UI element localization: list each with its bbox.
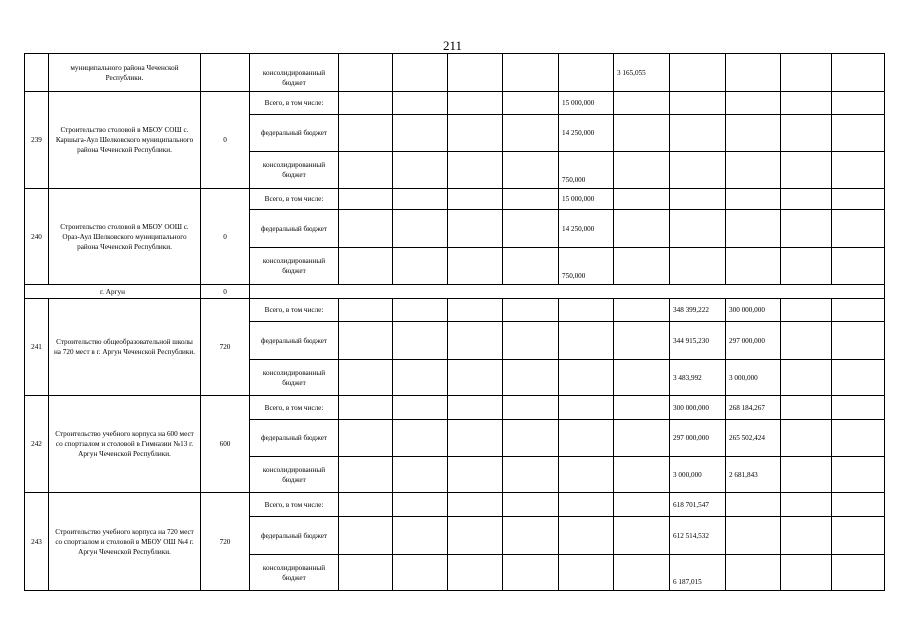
table-row — [25, 189, 885, 210]
amount: 14 250,000 — [559, 210, 614, 248]
amount: 14 250,000 — [559, 115, 614, 152]
capacity: 720 — [201, 299, 250, 396]
amount: 300 000,000 — [670, 396, 726, 420]
amount: 750,000 — [559, 248, 614, 285]
amount: 3 000,000 — [726, 360, 781, 396]
amount — [726, 517, 781, 555]
budget-type: федеральный бюджет — [250, 322, 339, 360]
amount: 300 000,000 — [726, 299, 781, 322]
budget-type: федеральный бюджет — [250, 210, 339, 248]
budget-type: консолидированный бюджет — [250, 457, 339, 493]
amount: 750,000 — [559, 152, 614, 189]
budget-type: федеральный бюджет — [250, 115, 339, 152]
object-name: муниципального района Чеченской Республики. — [49, 54, 201, 92]
budget-type: консолидированный бюджет — [250, 248, 339, 285]
row-number: 241 — [25, 299, 49, 396]
amount: 297 000,000 — [670, 420, 726, 457]
row-number: 240 — [25, 189, 49, 285]
capacity: 720 — [201, 493, 250, 591]
amount: 3 165,055 — [614, 54, 670, 92]
row-number: 242 — [25, 396, 49, 493]
capacity: 0 — [201, 285, 250, 299]
budget-table — [24, 53, 885, 591]
budget-type: Всего, в том числе: — [250, 92, 339, 115]
object-name: Строительство столовой в МБОУ СОШ с. Каршыга-Аул Шелковского муниципального района Чеченской Республики. — [49, 92, 201, 189]
table-row — [25, 396, 885, 420]
amount: 3 483,992 — [670, 360, 726, 396]
capacity: 0 — [201, 189, 250, 285]
object-name: Строительство столовой в МБОУ ООШ с. Ораз-Аул Шелковского муниципального района Чеченской Республики. — [49, 189, 201, 285]
amount: 6 187,015 — [670, 555, 726, 591]
budget-type: федеральный бюджет — [250, 517, 339, 555]
row-number: 243 — [25, 493, 49, 591]
amount: 344 915,230 — [670, 322, 726, 360]
budget-type: федеральный бюджет — [250, 420, 339, 457]
section-row — [25, 285, 885, 299]
amount: 348 399,222 — [670, 299, 726, 322]
capacity: 600 — [201, 396, 250, 493]
budget-type: Всего, в том числе: — [250, 396, 339, 420]
object-name: Строительство учебного корпуса на 600 мест со спортзалом и столовой в Гимназии №13 г. Аргун Чеченской Республики. — [49, 396, 201, 493]
budget-type: консолидированный бюджет — [250, 555, 339, 591]
budget-type: консолидированный бюджет — [250, 360, 339, 396]
amount: 297 000,000 — [726, 322, 781, 360]
amount: 3 000,000 — [670, 457, 726, 493]
amount: 268 184,267 — [726, 396, 781, 420]
object-name: Строительство учебного корпуса на 720 мест со спортзалом и столовой в МБОУ ОШ №4 г. Аргун Чеченской Республики. — [49, 493, 201, 591]
budget-type: консолидированный бюджет — [250, 54, 339, 92]
amount: 265 502,424 — [726, 420, 781, 457]
amount: 15 000,000 — [559, 92, 614, 115]
table-row — [25, 299, 885, 322]
table-row — [25, 54, 885, 92]
capacity: 0 — [201, 92, 250, 189]
amount: 15 000,000 — [559, 189, 614, 210]
section-title: г. Аргун — [25, 285, 201, 299]
amount — [726, 493, 781, 517]
amount: 618 701,547 — [670, 493, 726, 517]
table-row — [25, 493, 885, 517]
budget-type: Всего, в том числе: — [250, 189, 339, 210]
table-row — [25, 92, 885, 115]
budget-type: консолидированный бюджет — [250, 152, 339, 189]
amount — [726, 555, 781, 591]
page-number: 211 — [442, 38, 463, 53]
amount: 612 514,532 — [670, 517, 726, 555]
amount: 2 681,843 — [726, 457, 781, 493]
budget-type: Всего, в том числе: — [250, 493, 339, 517]
budget-type: Всего, в том числе: — [250, 299, 339, 322]
object-name: Строительство общеобразовательной школы на 720 мест в г. Аргун Чеченской Республики. — [49, 299, 201, 396]
row-number: 239 — [25, 92, 49, 189]
